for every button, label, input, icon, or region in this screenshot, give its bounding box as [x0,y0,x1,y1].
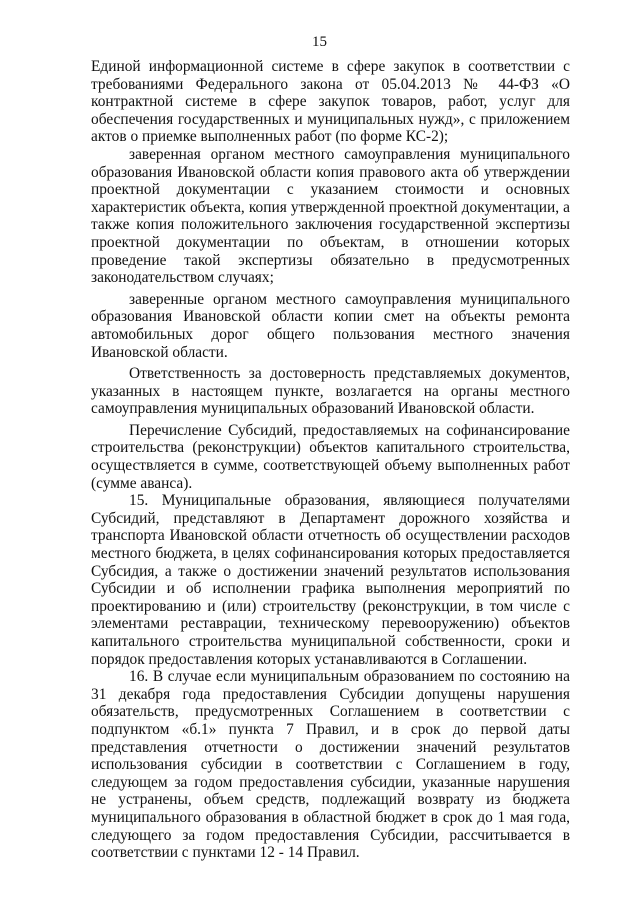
document-body [91,58,570,862]
paragraph-item-16: 16. В случае если муниципальным образованием по состоянию на 31 декабря года предоставления Субсидии допущены нарушения обязательств, предусмотренных Соглашением в соответствии с подпунктом «б.1» пункта 7 Правил, и в срок до первой даты представления отчетности о достижении значений результатов использования субсидии в соответствии с Соглашением в году, следующем за годом предоставления субсидии, указанные нарушения не устранены, объем средств, подлежащий возврату из бюджета муниципального образования в областной бюджет в срок до 1 мая года, следующего за годом предоставления Субсидии, рассчитывается в соответствии с пунктами 12 - 14 Правил. [91,668,570,862]
paragraph-transfer: Перечисление Субсидий, предоставляемых на софинансирование строительства (реконструкции) объектов капитального строительства, осуществляется в сумме, соответствующей объему выполненных работ (сумме аванса). [91,421,570,492]
paragraph-design-documentation: заверенная органом местного самоуправления муниципального образования Ивановской области копия правового акта об утверждении проектной документации с указанием стоимости и основных характеристик объекта, копия утвержденной проектной документации, а также копия положительного заключения государственной экспертизы проектной документации по объектам, в отношении которых проведение такой экспертизы обязательно в предусмотренных законодательством случаях; [91,145,570,287]
paragraph-submission-documents: Единой информационной системе в сфере закупок в соответствии с требованиями Федерального закона от 05.04.2013 № 44-ФЗ «О контрактной системе в сфере закупок товаров, работ, услуг для обеспечения государственных и муниципальных нужд», с приложением актов о приемке выполненных работ (по форме КС-2); [91,58,570,146]
paragraph-estimates: заверенные органом местного самоуправления муниципального образования Ивановской области копии смет на объекты ремонта автомобильных дорог общего пользования местного значения Ивановской области. [91,290,570,361]
paragraph-responsibility: Ответственность за достоверность представляемых документов, указанных в настоящем пункте, возлагается на органы местного самоуправления муниципальных образований Ивановской области. [91,365,570,418]
page-number: 15 [312,34,327,50]
paragraph-item-15: 15. Муниципальные образования, являющиеся получателями Субсидий, представляют в Департамент дорожного хозяйства и транспорта Ивановской области отчетность об осуществлении расходов местного бюджета, в целях софинансирования которых предоставляется Субсидия, а также о достижении значений результатов использования Субсидии и об исполнении графика выполнения мероприятий по проектированию и (или) строительству (реконструкции, в том числе с элементами реставрации, техническому перевооружению) объектов капитального строительства муниципальной собственности, сроки и порядок предоставления которых устанавливаются в Соглашении. [91,492,570,668]
